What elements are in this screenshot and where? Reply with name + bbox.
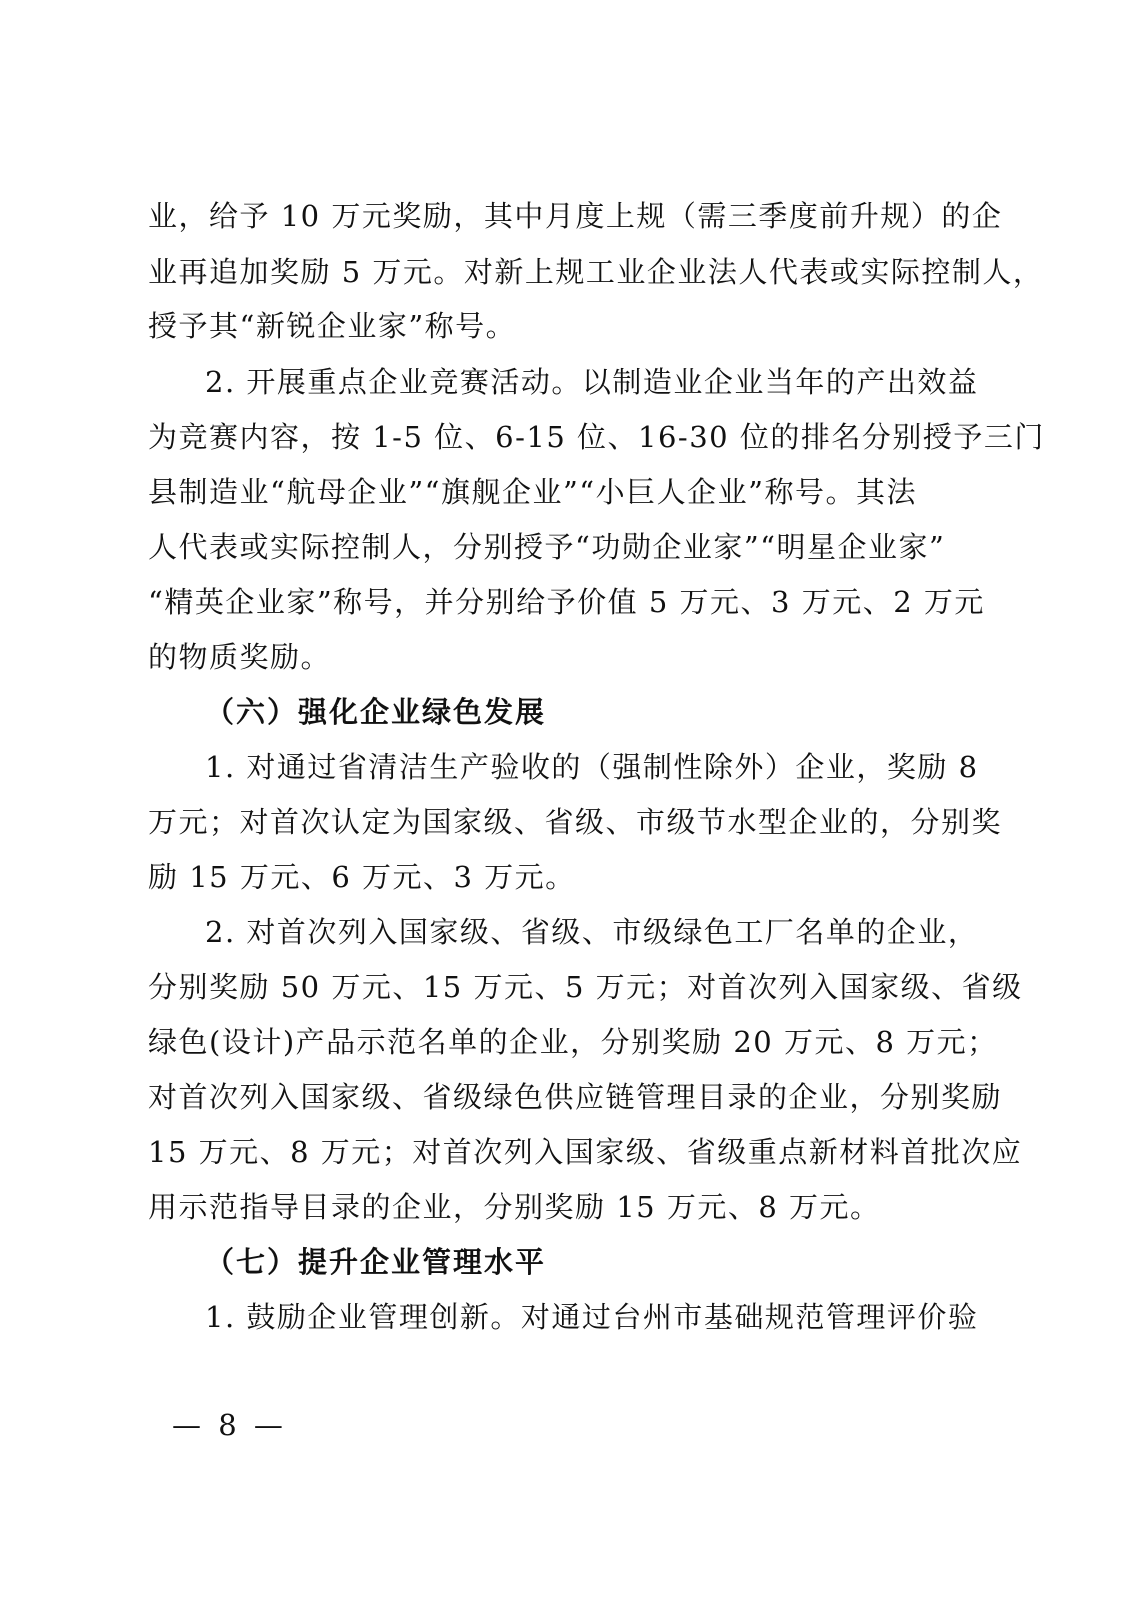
body-text-line: 业，给予 10 万元奖励，其中月度上规（需三季度前升规）的企: [148, 199, 1003, 233]
body-text-line: 分别奖励 50 万元、15 万元、5 万元；对首次列入国家级、省级: [148, 970, 1023, 1004]
body-text-line: 授予其“新锐企业家”称号。: [148, 309, 517, 343]
body-text-line: 2. 对首次列入国家级、省级、市级绿色工厂名单的企业，: [205, 915, 979, 949]
body-text-line: 2. 开展重点企业竞赛活动。以制造业企业当年的产出效益: [205, 365, 979, 399]
body-text-line: 万元；对首次认定为国家级、省级、市级节水型企业的，分别奖: [148, 805, 1003, 839]
page-number: — 8 —: [172, 1408, 287, 1442]
body-text-line: 对首次列入国家级、省级绿色供应链管理目录的企业，分别奖励: [148, 1080, 1003, 1114]
body-text-line: 为竞赛内容，按 1-5 位、6-15 位、16-30 位的排名分别授予三门: [148, 420, 1045, 454]
body-text-line: 1. 对通过省清洁生产验收的（强制性除外）企业，奖励 8: [205, 750, 979, 784]
body-text-line: 励 15 万元、6 万元、3 万元。: [148, 860, 576, 894]
body-text-line: 人代表或实际控制人，分别授予“功勋企业家”“明星企业家”: [148, 530, 946, 564]
body-text-line: 县制造业“航母企业”“旗舰企业”“小巨人企业”称号。其法: [148, 475, 917, 509]
body-text-line: 绿色(设计)产品示范名单的企业，分别奖励 20 万元、8 万元；: [148, 1025, 998, 1059]
body-text-line: 业再追加奖励 5 万元。对新上规工业企业法人代表或实际控制人，: [148, 255, 1044, 289]
body-text-line: 1. 鼓励企业管理创新。对通过台州市基础规范管理评价验: [205, 1300, 979, 1334]
section-heading: （七）提升企业管理水平: [205, 1245, 547, 1279]
body-text-line: 15 万元、8 万元；对首次列入国家级、省级重点新材料首批次应: [148, 1135, 1023, 1169]
body-text-line: 用示范指导目录的企业，分别奖励 15 万元、8 万元。: [148, 1190, 881, 1224]
section-heading: （六）强化企业绿色发展: [205, 695, 547, 729]
body-text-line: 的物质奖励。: [148, 640, 332, 674]
body-text-line: “精英企业家”称号，并分别给予价值 5 万元、3 万元、2 万元: [148, 585, 985, 619]
